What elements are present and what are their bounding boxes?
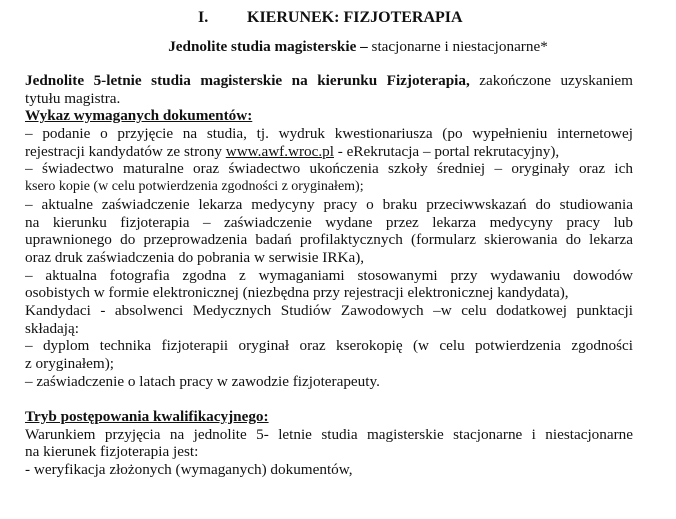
documents-item-6-line-2: z oryginałem); — [25, 355, 114, 372]
section-heading — [0, 7, 676, 29]
documents-item-2-line-1: – świadectwo maturalne oraz świadectwo ukończenia szkoły średniej – oryginały oraz ich — [25, 160, 633, 178]
procedure-line-3: - weryfikacja złożonych (wymaganych) dokumentów, — [25, 461, 353, 479]
awf-website-link[interactable]: www.awf.wroc.pl — [225, 142, 334, 160]
documents-item-7-line-1: – zaświadczenie o latach pracy w zawodzie fizjoterapeuty. — [25, 372, 380, 390]
study-mode-subheading — [0, 38, 676, 56]
study-type-label: Jednolite studia magisterskie – — [168, 38, 368, 55]
documents-item-3-line-4: oraz druk zaświadczenia do pobrania w serwisie IRKa), — [25, 248, 365, 266]
documents-item-6-line-1: – dyplom technika fizjoterapii oryginał oraz kserokopię (w celu potwierdzenia zgodności — [25, 337, 633, 355]
documents-item-5-line-1: Kandydaci - absolwenci Medycznych Studiów Zawodowych –w celu dodatkowej punktacji — [25, 301, 633, 319]
intro-line-1: Jednolite 5-letnie studia magisterskie na kierunku Fizjoterapia, zakończone uzyskaniem — [25, 72, 633, 89]
documents-item-3-line-1: – aktualne zaświadczenie lekarza medycyny pracy o braku przeciwwskazań do studiowania — [25, 195, 633, 213]
documents-item-3-line-3: uprawnionego do przeprowadzenia badań profilaktycznych (formularz skierowania do lekarza — [25, 231, 633, 249]
procedure-line-1: Warunkiem przyjęcia na jednolite 5- letnie studia magisterskie stacjonarne i niestacjonarne — [25, 425, 633, 443]
documents-item-5-line-2: składają: — [25, 319, 79, 337]
document-body — [25, 72, 633, 479]
spacer — [25, 390, 633, 408]
intro-bold: Jednolite 5-letnie studia magisterskie na kierunku Fizjoterapia, — [25, 72, 470, 89]
documents-item-3-line-2: na kierunku fizjoterapia – zaświadczenie wydane przez lekarza medycyny pracy lub — [25, 213, 633, 231]
documents-item-1-line-1: – podanie o przyjęcie na studia, tj. wydruk kwestionariusza (po wypełnieniu internetowej — [25, 125, 633, 143]
documents-item-4-line-2: osobistych w formie elektronicznej (niezbędna przy rejestracji elektronicznej kandydata), — [25, 284, 569, 302]
documents-item-4-line-1: – aktualna fotografia zgodna z wymaganiami stosowanymi przy wydawaniu dowodów — [25, 266, 633, 284]
procedure-heading: Tryb postępowania kwalifikacyjnego: — [25, 408, 269, 426]
study-mode-label: stacjonarne i niestacjonarne* — [367, 38, 548, 55]
procedure-line-2: na kierunek fizjoterapia jest: — [25, 443, 199, 461]
section-number: I. — [198, 9, 209, 26]
documents-heading: Wykaz wymaganych dokumentów: — [25, 107, 253, 125]
intro-line-2: tytułu magistra. — [25, 89, 121, 107]
documents-item-2-line-2: ksero kopie (w celu potwierdzenia zgodności z oryginałem); — [25, 179, 364, 195]
documents-item-1-line-2: rejestracji kandydatów ze strony www.awf.wroc.pl - eRekrutacja – portal rekrutacyjny), — [25, 142, 560, 160]
section-title: KIERUNEK: FIZJOTERAPIA — [247, 9, 463, 26]
